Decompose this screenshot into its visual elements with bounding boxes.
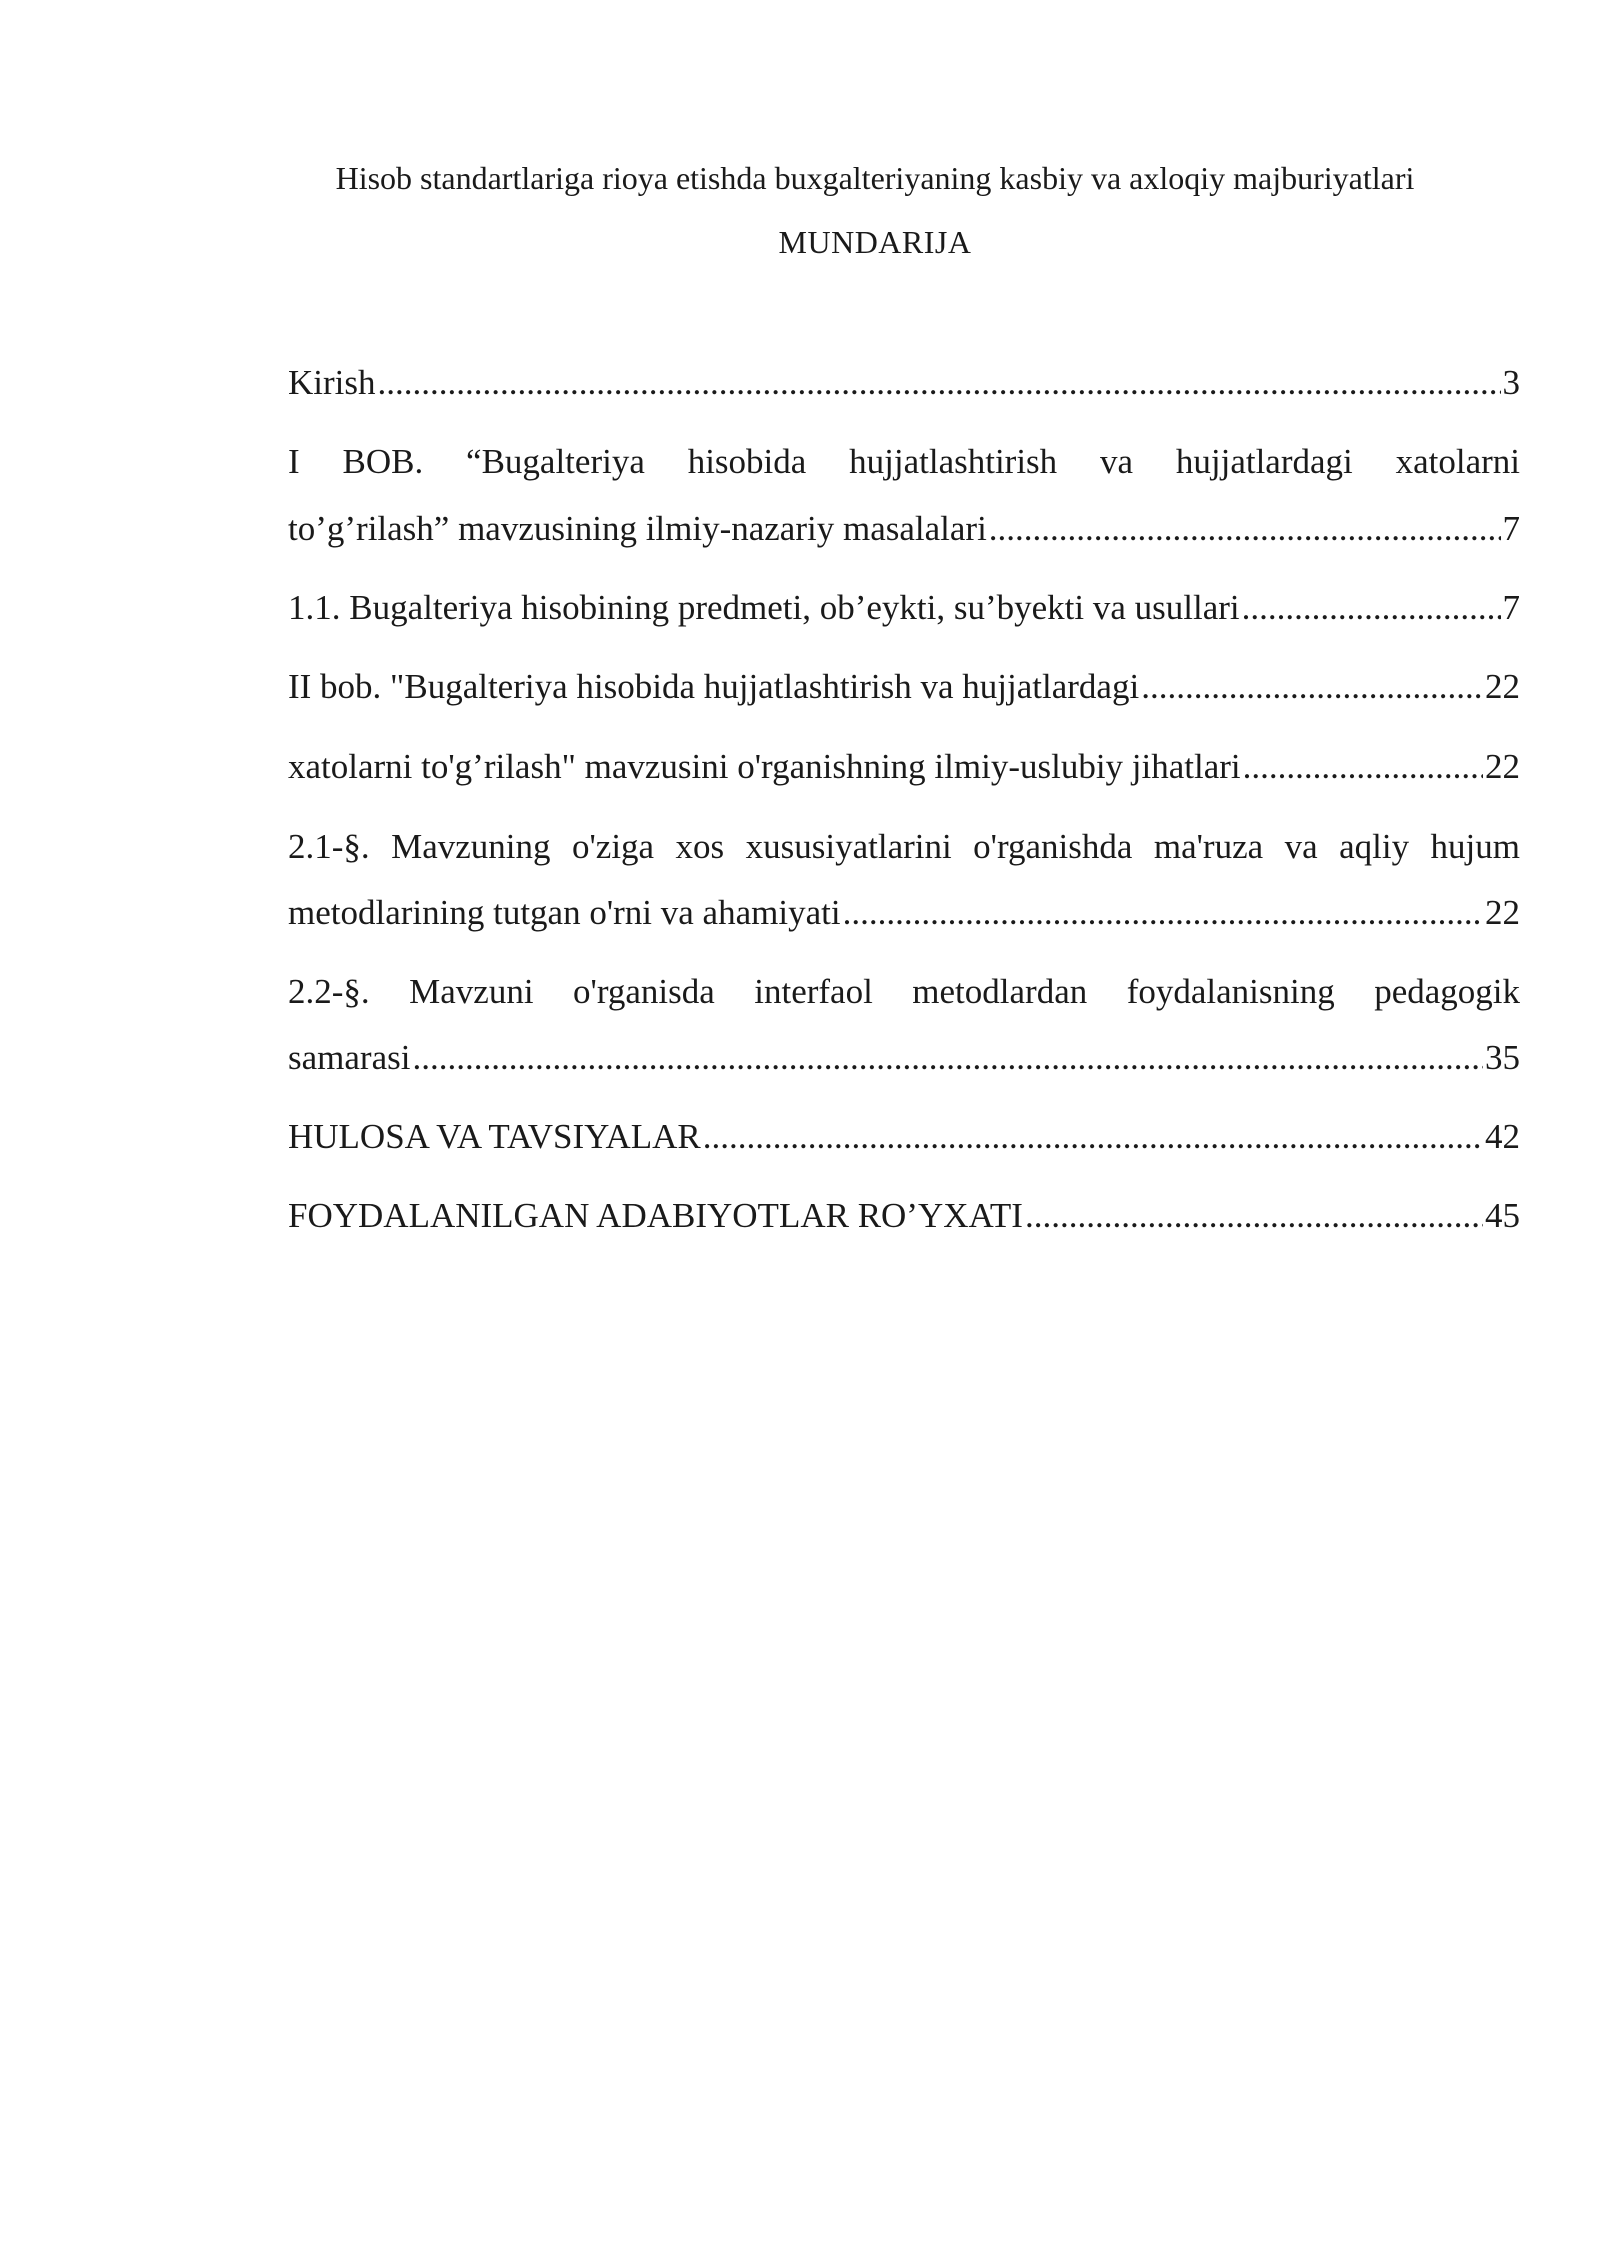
toc-page-number: 42: [1485, 1117, 1520, 1156]
toc-page-number: 22: [1485, 667, 1520, 706]
toc-entry-text: to’g’rilash” mavzusining ilmiy-nazariy masalalari: [288, 509, 987, 548]
toc-entry-text: samarasi: [288, 1038, 411, 1077]
toc-entry-bob1-line2[interactable]: [288, 504, 1520, 554]
toc-page-number: 22: [1485, 747, 1520, 786]
toc-page-number: 7: [1502, 588, 1520, 627]
toc-leader-dots: [1243, 742, 1483, 792]
toc-entry-text: II bob. "Bugalteriya hisobida hujjatlashtirish va hujjatlardagi: [288, 667, 1140, 706]
toc-entry-section-2-2-line1[interactable]: 2.2-§. Mavzuni o'rganisda interfaol metodlardan foydalanisning pedagogik: [288, 972, 1520, 1011]
toc-entry-section-2-2-line2[interactable]: [288, 1033, 1520, 1083]
toc-leader-dots: [412, 1033, 1483, 1083]
toc-page-number: 22: [1485, 893, 1520, 932]
toc-entry-kirish[interactable]: [288, 358, 1520, 408]
toc-leader-dots: [989, 504, 1501, 554]
toc-entry-section-2-1-line2[interactable]: [288, 888, 1520, 938]
toc-leader-dots: [1242, 583, 1501, 633]
toc-entry-text: metodlarining tutgan o'rni va ahamiyati: [288, 893, 841, 932]
toc-entry-section-1-1[interactable]: [288, 583, 1520, 633]
toc-entry-bob2-line2[interactable]: [288, 742, 1520, 792]
toc-leader-dots: [703, 1112, 1483, 1162]
toc-leader-dots: [1025, 1191, 1483, 1241]
toc-page-number: 45: [1485, 1196, 1520, 1235]
toc-entry-adabiyotlar[interactable]: [288, 1191, 1520, 1241]
toc-entry-section-2-1-line1[interactable]: 2.1-§. Mavzuning o'ziga xos xususiyatlarini o'rganishda ma'ruza va aqliy hujum: [288, 827, 1520, 866]
toc-entry-text: xatolarni to'g’rilash" mavzusini o'rganishning ilmiy-uslubiy jihatlari: [288, 747, 1241, 786]
toc-entry-text: 1.1. Bugalteriya hisobining predmeti, ob’eykti, su’byekti va usullari: [288, 588, 1240, 627]
contents-heading: MUNDARIJA: [778, 224, 972, 260]
toc-entry-bob2-line1[interactable]: [288, 662, 1520, 712]
toc-page-number: 3: [1502, 363, 1520, 402]
toc-page-number: 7: [1502, 509, 1520, 548]
toc-entry-text: FOYDALANILGAN ADABIYOTLAR RO’YXATI: [288, 1196, 1023, 1235]
toc-leader-dots: [843, 888, 1483, 938]
toc-page-number: 35: [1485, 1038, 1520, 1077]
toc-entry-text: HULOSA VA TAVSIYALAR: [288, 1117, 701, 1156]
toc-entry-text: Kirish: [288, 363, 376, 402]
toc-entry-hulosa[interactable]: [288, 1112, 1520, 1162]
document-title: Hisob standartlariga rioya etishda buxgalteriyaning kasbiy va axloqiy majburiyatlari: [335, 160, 1415, 196]
toc-leader-dots: [378, 358, 1501, 408]
toc-entry-bob1-line1[interactable]: I BOB. “Bugalteriya hisobida hujjatlashtirish va hujjatlardagi xatolarni: [288, 442, 1520, 481]
toc-leader-dots: [1141, 662, 1483, 712]
